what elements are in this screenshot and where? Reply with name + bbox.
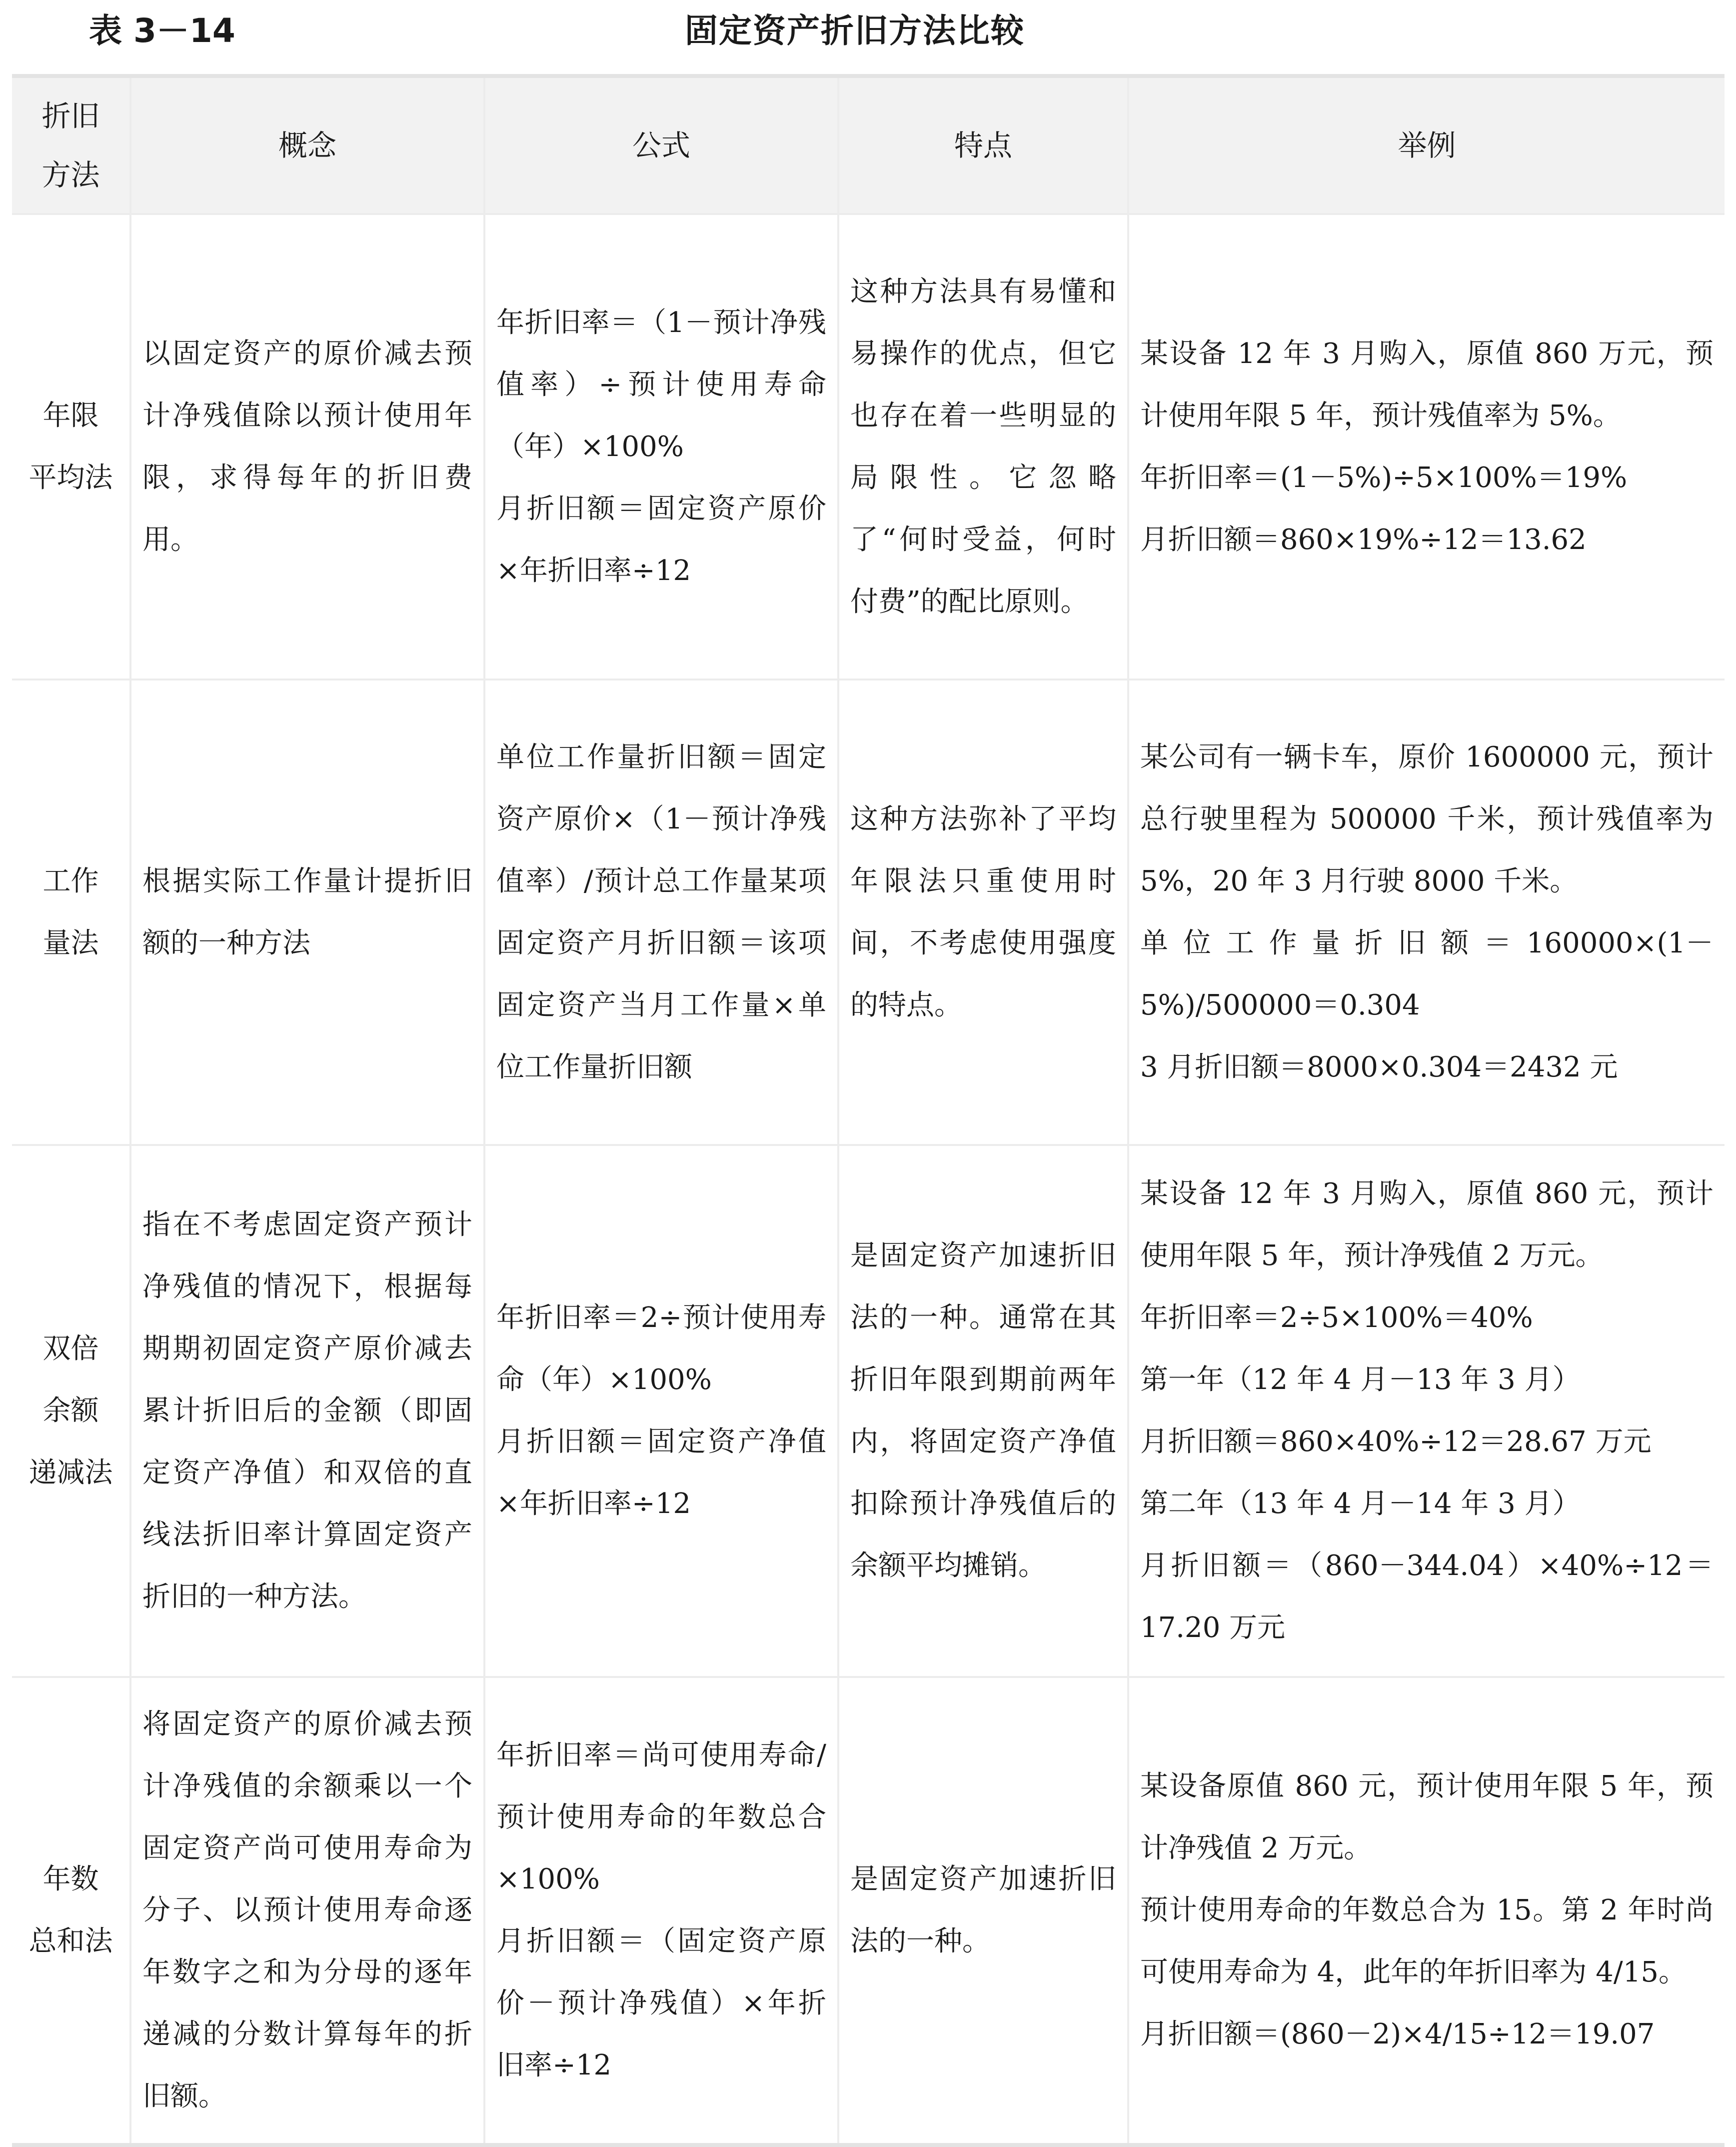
example-line: 3 月折旧额＝8000×0.304＝2432 元: [1140, 1050, 1618, 1084]
formula-line: 月折旧额＝固定资产净值×年折旧率÷12: [496, 1426, 826, 1520]
formula-cell: [484, 1677, 838, 2145]
example-line: 某设备 12 年 3 月购入，原值 860 元，预计使用年限 5 年，预计净残值 2 万元。: [1140, 1178, 1714, 1272]
table-row: [12, 680, 1725, 1145]
depreciation-comparison-table: [12, 74, 1725, 2147]
formula-cell: [484, 214, 838, 680]
header-method-line: 方法: [41, 158, 100, 192]
header-method: [12, 76, 130, 214]
example-cell: [1128, 214, 1725, 680]
example-line: 某公司有一辆卡车，原价 1600000 元，预计总行驶里程为 500000 千米，预计残值率为 5%，20 年 3 月行驶 8000 千米。: [1140, 740, 1714, 898]
formula-cell: 单位工作量折旧额＝固定资产原价×（1－预计净残值率）/预计总工作量某项固定资产月折旧额＝该项固定资产当月工作量×单位工作量折旧额: [484, 680, 838, 1145]
table-row: [12, 1145, 1725, 1677]
feature-cell: 这种方法弥补了平均年限法只重使用时间，不考虑使用强度的特点。: [838, 680, 1128, 1145]
example-line: 单位工作量折旧额＝160000×(1－5%)/500000＝0.304: [1140, 926, 1714, 1022]
method-cell: [12, 1677, 130, 2145]
formula-line: 年折旧率＝尚可使用寿命/预计使用寿命的年数总合×100%: [496, 1739, 826, 1896]
example-cell: [1128, 1145, 1725, 1677]
example-line: 第一年（12 年 4 月－13 年 3 月）: [1140, 1364, 1581, 1396]
example-line: 第二年（13 年 4 月－14 年 3 月）: [1140, 1488, 1581, 1520]
method-line: 平均法: [28, 461, 113, 494]
example-cell: [1128, 680, 1725, 1145]
method-line: 年限: [42, 399, 99, 432]
example-line: 月折旧额＝860×19%÷12＝13.62: [1140, 523, 1587, 556]
method-line: 年数: [42, 1863, 99, 1896]
method-line: 递减法: [28, 1456, 113, 1489]
table-title: 固定资产折旧方法比较: [685, 12, 1025, 50]
method-line: 双倍: [42, 1332, 99, 1365]
header-example: 举例: [1128, 76, 1725, 214]
example-line: 月折旧额＝860×40%÷12＝28.67 万元: [1140, 1426, 1652, 1458]
example-line: 某设备原值 860 元，预计使用年限 5 年，预计净残值 2 万元。: [1140, 1770, 1714, 1864]
header-concept: 概念: [130, 76, 484, 214]
example-line: 月折旧额＝(860－2)×4/15÷12＝19.07: [1140, 2018, 1655, 2050]
concept-cell: 以固定资产的原价减去预计净残值除以预计使用年限，求得每年的折旧费用。: [130, 214, 484, 680]
example-line: 某设备 12 年 3 月购入，原值 860 万元，预计使用年限 5 年，预计残值率为 5%。: [1140, 337, 1714, 432]
method-line: 余额: [42, 1394, 99, 1427]
example-line: 月折旧额＝（860－344.04）×40%÷12＝17.20 万元: [1140, 1550, 1714, 1644]
method-line: 量法: [42, 926, 99, 960]
feature-cell: 这种方法具有易懂和易操作的优点，但它也存在着一些明显的局限性。它忽略了“何时受益，何时付费”的配比原则。: [838, 214, 1128, 680]
header-feature: 特点: [838, 76, 1128, 214]
header-formula: 公式: [484, 76, 838, 214]
method-line: 总和法: [28, 1925, 113, 1958]
feature-cell: 是固定资产加速折旧法的一种。通常在其折旧年限到期前两年内，将固定资产净值扣除预计净残值后的余额平均摊销。: [838, 1145, 1128, 1677]
method-cell: [12, 680, 130, 1145]
example-cell: [1128, 1677, 1725, 2145]
method-line: 工作: [42, 864, 99, 898]
header-row: [12, 76, 1725, 214]
concept-cell: 根据实际工作量计提折旧额的一种方法: [130, 680, 484, 1145]
example-line: 预计使用寿命的年数总合为 15。第 2 年时尚可使用寿命为 4，此年的年折旧率为 4/15。: [1140, 1894, 1714, 1988]
formula-line: 月折旧额＝固定资产原价×年折旧率÷12: [496, 492, 826, 587]
method-cell: [12, 214, 130, 680]
header-method-line: 折旧: [41, 99, 100, 133]
formula-line: 月折旧额＝（固定资产原价－预计净残值）×年折旧率÷12: [496, 1925, 826, 2082]
concept-cell: 将固定资产的原价减去预计净残值的余额乘以一个固定资产尚可使用寿命为分子、以预计使用寿命逐年数字之和为分母的逐年递减的分数计算每年的折旧额。: [130, 1677, 484, 2145]
formula-line: 年折旧率＝2÷预计使用寿命（年）×100%: [496, 1302, 826, 1396]
table-number: 表 3－14: [89, 12, 235, 50]
feature-cell: 是固定资产加速折旧法的一种。: [838, 1677, 1128, 2145]
formula-line: 年折旧率＝（1－预计净残值率）÷预计使用寿命（年）×100%: [496, 306, 826, 463]
example-line: 年折旧率＝(1－5%)÷5×100%＝19%: [1140, 461, 1628, 494]
table-row: [12, 1677, 1725, 2145]
example-line: 年折旧率＝2÷5×100%＝40%: [1140, 1302, 1533, 1334]
table-caption: [0, 0, 1736, 65]
concept-cell: 指在不考虑固定资产预计净残值的情况下，根据每期期初固定资产原价减去累计折旧后的金额（即固定资产净值）和双倍的直线法折旧率计算固定资产折旧的一种方法。: [130, 1145, 484, 1677]
method-cell: [12, 1145, 130, 1677]
table-row: [12, 214, 1725, 680]
formula-cell: [484, 1145, 838, 1677]
